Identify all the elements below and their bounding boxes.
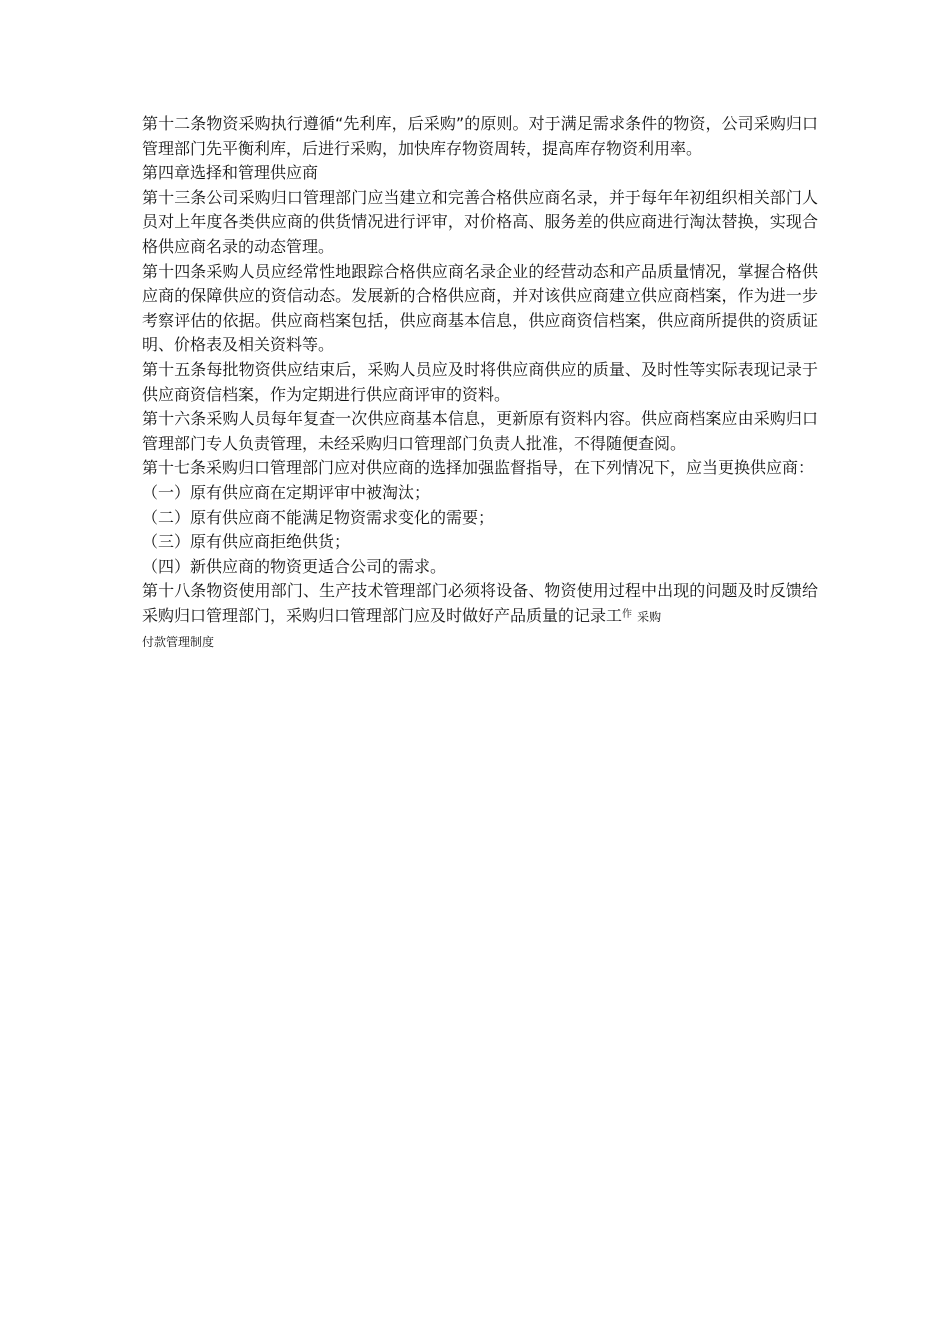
document-body [142,112,818,650]
article-18-text: 第十八条物资使用部门、生产技术管理部门必须将设备、物资使用过程中出现的问题及时反馈给采购归口管理部门，采购归口管理部门应及时做好产品质量的记录工 [142,581,818,625]
footer-line: 付款管理制度 [142,635,215,650]
list-item-3: （三）原有供应商拒绝供货； [142,532,351,552]
chapter-heading-4: 第四章选择和管理供应商 [142,163,319,183]
paragraph-article-15: 第十五条每批物资供应结束后，采购人员应及时将供应商供应的质量、及时性等实际表现记录于供应商资信档案，作为定期进行供应商评审的资料。 [142,359,818,404]
paragraph-article-12: 第十二条物资采购执行遵循“先利库，后采购”的原则。对于满足需求条件的物资，公司采购归口管理部门先平衡利库，后进行采购，加快库存物资周转，提高库存物资利用率。 [142,114,818,158]
article-18-tail-small: 作 [622,608,633,620]
list-item-2: （二）原有供应商不能满足物资需求变化的需要； [142,507,495,527]
paragraph-article-16: 第十六条采购人员每年复查一次供应商基本信息，更新原有资料内容。供应商档案应由采购归口管理部门专人负责管理，未经采购归口管理部门负责人批准，不得随便查阅。 [142,409,818,453]
paragraph-article-13: 第十三条公司采购归口管理部门应当建立和完善合格供应商名录，并于每年年初组织相关部门人员对上年度各类供应商的供货情况进行评审，对价格高、服务差的供应商进行淘汰替换，实现合格供应商名录的动态管理。 [142,187,818,256]
footer-note: 采购 [637,609,662,624]
paragraph-article-17: 第十七条采购归口管理部门应对供应商的选择加强监督指导，在下列情况下，应当更换供应商： [142,458,815,478]
list-item-4: （四）新供应商的物资更适合公司的需求。 [142,556,447,576]
paragraph-article-18 [142,579,818,628]
list-item-1: （一）原有供应商在定期评审中被淘汰； [142,482,431,502]
paragraph-article-14: 第十四条采购人员应经常性地跟踪合格供应商名录企业的经营动态和产品质量情况，掌握合格供应商的保障供应的资信动态。发展新的合格供应商，并对该供应商建立供应商档案，作为进一步考察评估的依据。供应商档案包括，供应商基本信息，供应商资信档案，供应商所提供的资质证明、价格表及相关资料等。 [142,261,818,355]
